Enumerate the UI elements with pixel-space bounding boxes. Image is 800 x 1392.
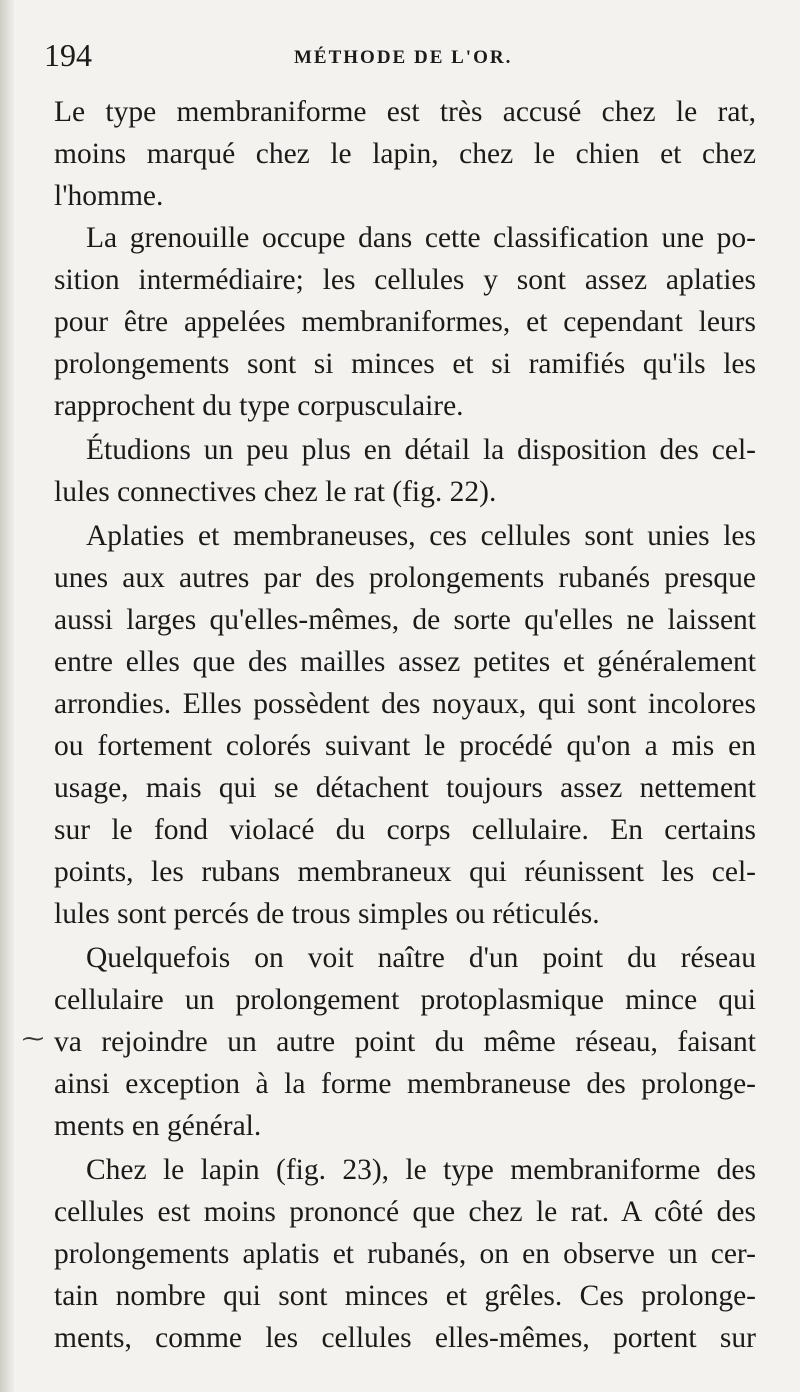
text-line: aussi larges qu'elles-mêmes, de sorte qu'elles ne laissent	[54, 604, 756, 636]
text-line: ainsi exception à la forme membraneuse des prolonge-	[54, 1068, 756, 1100]
text-line: Quelquefois on voit naître d'un point du réseau	[86, 942, 756, 974]
text-line: Étudions un peu plus en détail la disposition des cel-	[86, 434, 756, 466]
text-line: lules sont percés de trous simples ou réticulés.	[54, 898, 600, 930]
page-gutter-shadow	[0, 0, 14, 1392]
text-line: moins marqué chez le lapin, chez le chien et chez	[54, 138, 756, 170]
text-line: usage, mais qui se détachent toujours assez nettement	[54, 772, 756, 804]
text-line: Aplaties et membraneuses, ces cellules sont unies les	[86, 520, 756, 552]
text-line: sur le fond violacé du corps cellulaire. En certains	[54, 814, 756, 846]
text-line: l'homme.	[54, 180, 164, 212]
text-line: prolongements aplatis et rubanés, on en observe un cer-	[54, 1238, 756, 1270]
text-line: unes aux autres par des prolongements rubanés presque	[54, 562, 756, 594]
text-line: ments, comme les cellules elles-mêmes, portent sur	[54, 1322, 756, 1354]
text-line: lules connectives chez le rat (fig. 22).	[54, 476, 497, 508]
body-text	[54, 90, 756, 1370]
text-line: Le type membraniforme est très accusé chez le rat,	[54, 96, 756, 128]
text-line: ments en général.	[54, 1110, 262, 1142]
text-line: cellulaire un prolongement protoplasmique mince qui	[54, 984, 756, 1016]
text-line: points, les rubans membraneux qui réunissent les cel-	[54, 856, 756, 888]
text-line: va rejoindre un autre point du même réseau, faisant	[54, 1026, 756, 1058]
text-line: Chez le lapin (fig. 23), le type membraniforme des	[86, 1154, 756, 1186]
text-line: pour être appelées membraniformes, et cependant leurs	[54, 306, 756, 338]
text-line: rapprochent du type corpusculaire.	[54, 390, 464, 422]
margin-ink-mark-icon: ⁓	[22, 1026, 44, 1051]
text-line: La grenouille occupe dans cette classification une po-	[86, 222, 756, 254]
text-line: tain nombre qui sont minces et grêles. Ces prolonge-	[54, 1280, 756, 1312]
text-line: cellules est moins prononcé que chez le rat. A côté des	[54, 1196, 756, 1228]
text-line: sition intermédiaire; les cellules y sont assez aplaties	[54, 264, 756, 296]
text-line: prolongements sont si minces et si ramifiés qu'ils les	[54, 348, 756, 380]
text-line: entre elles que des mailles assez petites et généralement	[54, 646, 756, 678]
text-line: ou fortement colorés suivant le procédé qu'on a mis en	[54, 730, 756, 762]
text-line: arrondies. Elles possèdent des noyaux, qui sont incolores	[54, 688, 756, 720]
page-header	[44, 30, 764, 80]
running-head: MÉTHODE DE L'OR.	[294, 47, 513, 68]
page-number: 194	[44, 37, 92, 73]
